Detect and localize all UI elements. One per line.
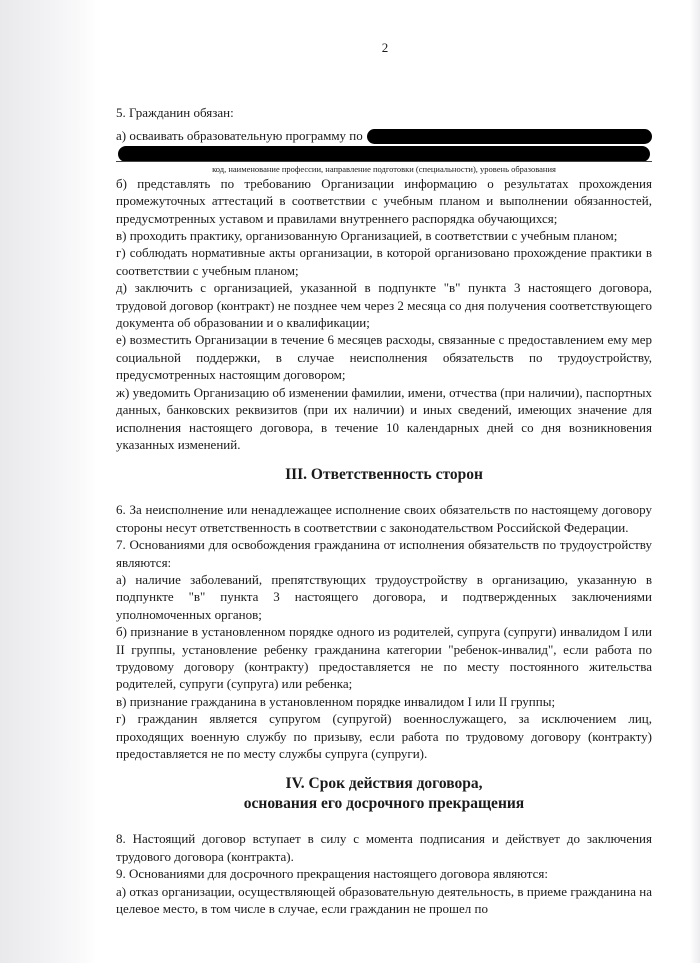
page-number: 2 [381,40,389,55]
list-item: в) признание гражданина в установленном порядке инвалидом I или II группы; [116,693,556,709]
scan-shadow-left [0,0,96,963]
item-a-line [116,127,652,144]
list-item: г) гражданин является супругом (супругой) военнослужащего, за исключением лиц, проходящих военную службу по призыву, если работа по трудовому договору (контракту) предоставляется не по месту службы супруга (супруги). [116,711,652,761]
redaction-bar-full [118,146,650,162]
paragraph: 6. За неисполнение или ненадлежащее исполнение своих обязательств по настоящему договору стороны несут ответственность в соответствии с законодательством Российской Федерации. [116,502,652,535]
section5-heading: 5. Гражданин обязан: [116,105,234,120]
list-item: а) отказ организации, осуществляющей образовательную деятельность, в приеме гражданина на целевое место, в том числе в случае, если гражданин не прошел по [116,883,652,917]
redaction-bar [367,129,652,144]
item-a-prefix: а) осваивать образовательную программу по [116,128,363,144]
section-title-term-line1: IV. Срок действия договора, [285,775,483,793]
section-title-responsibility: III. Ответственность сторон [285,466,483,484]
list-item: ж) уведомить Организацию об изменении фамилии, имени, отчества (при наличии), паспортных данных, банковских реквизитов (при их наличии) и иных сведений, имеющих значение для исполнения настоящего договора, в течение 10 календарных дней со дня возникновения указанных изменений. [116,384,652,452]
list-item: г) соблюдать нормативные акты организации, в которой организовано прохождение практики в соответствии с учебным планом; [116,245,652,278]
paragraph: 8. Настоящий договор вступает в силу с момента подписания и действует до заключения трудового договора (контракта). [116,831,652,864]
fill-in-rule [116,161,652,162]
list-item: д) заключить с организацией, указанной в подпункте "в" пункта 3 настоящего договора, трудовой договор (контракт) не позднее чем через 2 месяца со дня получения соответствующего документа об образовании и о квалификации; [116,280,652,331]
list-item: в) проходить практику, организованную Организацией, в соответствии с учебным планом; [116,228,618,244]
list-item: б) представлять по требованию Организации информацию о результатах прохождения промежуточных аттестаций в соответствии с учебным планом и выполнении обязанностей, предусмотренных уставом и правилами внутреннего распорядка обучающихся; [116,175,652,226]
list-item: е) возместить Организации в течение 6 месяцев расходы, связанные с предоставлением ему мер социальной поддержки, в случае неисполнения обязательств по трудоустройству, предусмотренных настоящим договором; [116,332,652,383]
field-caption: код, наименование профессии, направление подготовки (специальности), уровень образования [212,163,556,174]
paragraph: 7. Основаниями для освобождения гражданина от исполнения обязательств по трудоустройству являются: [116,537,652,570]
list-item: а) наличие заболеваний, препятствующих трудоустройству в организацию, указанную в подпункте "в" пункта 3 настоящего договора, и подтвержденных заключениями уполномоченных органов; [116,571,652,622]
paragraph: 9. Основаниями для досрочного прекращения настоящего договора являются: [116,866,548,882]
scan-shadow-right [690,0,700,963]
section-title-term-line2: основания его досрочного прекращения [243,795,525,813]
list-item: б) признание в установленном порядке одного из родителей, супруга (супруги) инвалидом I или II группы, установление ребенку гражданина категории "ребенок-инвалид", если работа по трудовому договору (контракту) предоставляется не по месту постоянного жительства родителей, супруги (супруга) или ребенка; [116,624,652,692]
document-body [116,104,652,917]
